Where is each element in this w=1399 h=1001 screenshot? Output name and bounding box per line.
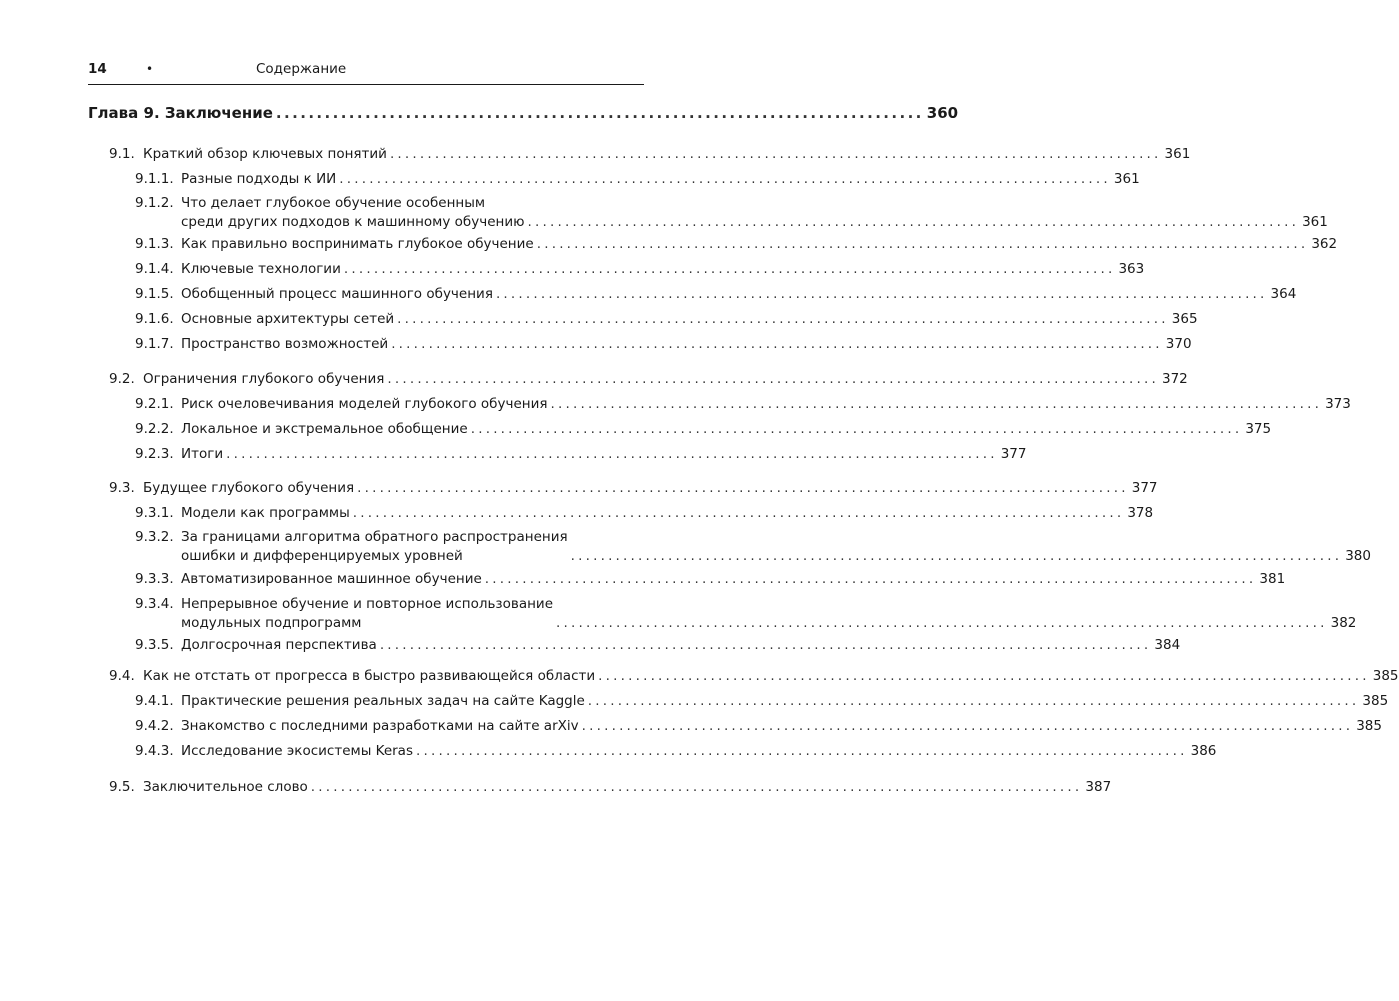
dot-leader: ....................................................................................................... [587, 693, 1360, 709]
toc-entry-9-2-1[interactable] [135, 395, 1351, 414]
section-title-multiline [181, 528, 568, 566]
toc-entry-9-1-1[interactable] [135, 170, 1140, 189]
page-number: 14 [88, 61, 107, 77]
section-number: 9.1. [109, 146, 135, 162]
section-number: 9.3. [109, 480, 135, 496]
section-page: 382 [1330, 615, 1357, 631]
toc-entry-9-3-5[interactable] [135, 636, 1181, 655]
toc-entry-9-1-4[interactable] [135, 260, 1145, 279]
section-title: Риск очеловечивания моделей глубокого обучения [181, 396, 548, 412]
dot-leader: ....................................................................................................... [570, 548, 1343, 564]
section-page: 377 [1000, 446, 1027, 462]
dot-leader: ....................................................................................................... [556, 615, 1328, 631]
toc-entry-9-1-3[interactable] [135, 235, 1338, 254]
chapter-title: Глава 9. Заключение [88, 104, 273, 122]
section-number: 9.4. [109, 668, 135, 684]
section-page: 362 [1311, 236, 1338, 252]
dot-leader: ....................................................................................................... [416, 743, 1188, 759]
section-title: Модели как программы [181, 505, 350, 521]
toc-entry-9-1[interactable] [109, 145, 1191, 164]
running-header [88, 60, 642, 78]
dot-leader: ................................................................................ [275, 104, 924, 122]
section-title: Как не отстать от прогресса в быстро развивающейся области [143, 668, 596, 684]
dot-leader: ....................................................................................................... [387, 371, 1159, 387]
dot-leader: ....................................................................................................... [470, 421, 1243, 437]
section-title: Локальное и экстремальное обобщение [181, 421, 468, 437]
section-page: 363 [1118, 261, 1145, 277]
section-number: 9.1.4. [135, 261, 174, 277]
dot-leader: ....................................................................................................... [484, 571, 1257, 587]
toc-entry-9-5[interactable] [109, 778, 1112, 797]
section-number: 9.4.3. [135, 743, 174, 759]
section-title: Обобщенный процесс машинного обучения [181, 286, 493, 302]
section-page: 365 [1171, 311, 1198, 327]
dot-leader: ....................................................................................................... [389, 146, 1162, 162]
section-title: Будущее глубокого обучения [143, 480, 355, 496]
dot-leader: ....................................................................................................... [379, 637, 1152, 653]
section-number: 9.5. [109, 779, 135, 795]
toc-entry-9-4-3[interactable] [135, 742, 1217, 761]
dot-leader: ....................................................................................................... [357, 480, 1129, 496]
dot-leader: ....................................................................................................... [339, 171, 1111, 187]
section-title: Знакомство с последними разработками на сайте arXiv [181, 718, 579, 734]
section-number: 9.1.7. [135, 336, 174, 352]
section-page: 384 [1154, 637, 1181, 653]
section-title-line2: модульных подпрограмм [181, 615, 362, 631]
section-title: Как правильно воспринимать глубокое обучение [181, 236, 534, 252]
section-page: 361 [1302, 214, 1328, 230]
header-rule [88, 84, 644, 85]
section-number: 9.2. [109, 371, 135, 387]
dot-leader: ....................................................................................................... [391, 336, 1163, 352]
section-number: 9.1.1. [135, 171, 174, 187]
section-number: 9.1.3. [135, 236, 174, 252]
toc-entry-9-1-5[interactable] [135, 285, 1297, 304]
toc-entry-9-4-1[interactable] [135, 692, 1389, 711]
dot-leader: ....................................................................................................... [343, 261, 1116, 277]
dot-leader: ....................................................................................................... [352, 505, 1125, 521]
section-title: Заключительное слово [143, 779, 308, 795]
dot-leader: ....................................................................................................... [310, 779, 1083, 795]
section-number: 9.3.3. [135, 571, 174, 587]
toc-entry-9-2-3[interactable] [135, 445, 1027, 464]
section-number: 9.4.1. [135, 693, 174, 709]
section-page: 377 [1131, 480, 1158, 496]
section-number: 9.2.3. [135, 446, 174, 462]
dot-leader: ....................................................................................................... [581, 718, 1354, 734]
section-page: 361 [1164, 146, 1191, 162]
section-number: 9.2.1. [135, 396, 174, 412]
toc-entry-9-1-7[interactable] [135, 335, 1192, 354]
section-page: 387 [1085, 779, 1112, 795]
running-title: Содержание [256, 61, 347, 77]
section-title: Разные подходы к ИИ [181, 171, 337, 187]
section-page: 373 [1325, 396, 1351, 412]
section-number: 9.1.5. [135, 286, 174, 302]
header-bullet: • [146, 62, 154, 76]
dot-leader: ....................................................................................................... [495, 286, 1268, 302]
section-title-multiline [181, 595, 553, 633]
section-number: 9.2.2. [135, 421, 174, 437]
dot-leader: ....................................................................................................... [397, 311, 1169, 327]
section-page: 361 [1113, 171, 1140, 187]
section-title: Итоги [181, 446, 224, 462]
section-number: 9.1.6. [135, 311, 174, 327]
section-page: 386 [1190, 743, 1217, 759]
toc-entry-9-2-2[interactable] [135, 420, 1272, 439]
dot-leader: ....................................................................................................... [226, 446, 998, 462]
toc-entry-9-3-1[interactable] [135, 504, 1154, 523]
section-title-line2: среди других подходов к машинному обучению [181, 214, 525, 230]
dot-leader: ....................................................................................................... [598, 668, 1370, 684]
section-title-line1: Что делает глубокое обучение особенным [181, 195, 486, 211]
section-page: 378 [1127, 505, 1154, 521]
toc-entry-9-4[interactable] [109, 667, 1399, 686]
section-title: Исследование экосистемы Keras [181, 743, 413, 759]
section-page: 385 [1372, 668, 1399, 684]
section-title-line1: Непрерывное обучение и повторное использование [181, 596, 554, 612]
section-title: Ограничения глубокого обучения [143, 371, 385, 387]
section-title: Автоматизированное машинное обучение [181, 571, 482, 587]
section-number: 9.3.2. [135, 529, 174, 545]
toc-entry-9-1-6[interactable] [135, 310, 1198, 329]
toc-entry-9-3[interactable] [109, 479, 1158, 498]
section-number: 9.3.5. [135, 637, 174, 653]
toc-entry-9-3-2[interactable] [135, 528, 1371, 566]
toc-entry-9-1-2[interactable] [135, 194, 1328, 232]
section-page: 385 [1356, 718, 1382, 734]
toc-entry-9-4-2[interactable] [135, 717, 1382, 736]
chapter-page: 360 [926, 104, 959, 122]
dot-leader: ....................................................................................................... [536, 236, 1309, 252]
toc-entry-9-3-4[interactable] [135, 595, 1357, 633]
section-title: Практические решения реальных задач на сайте Kaggle [181, 693, 585, 709]
section-title-line1: За границами алгоритма обратного распространения [181, 529, 568, 545]
toc-entry-9-2[interactable] [109, 370, 1188, 389]
section-number: 9.3.1. [135, 505, 174, 521]
section-page: 375 [1245, 421, 1272, 437]
toc-chapter-heading[interactable] [88, 102, 959, 124]
dot-leader: ....................................................................................................... [527, 214, 1300, 230]
section-title: Краткий обзор ключевых понятий [143, 146, 387, 162]
section-page: 385 [1362, 693, 1389, 709]
section-number: 9.4.2. [135, 718, 174, 734]
section-page: 380 [1345, 548, 1371, 564]
section-page: 364 [1270, 286, 1297, 302]
dot-leader: ....................................................................................................... [550, 396, 1323, 412]
section-number: 9.3.4. [135, 596, 174, 612]
section-title: Пространство возможностей [181, 336, 389, 352]
section-title: Ключевые технологии [181, 261, 341, 277]
section-title: Основные архитектуры сетей [181, 311, 395, 327]
section-title: Долгосрочная перспектива [181, 637, 377, 653]
section-page: 370 [1165, 336, 1192, 352]
section-title-multiline [181, 194, 524, 232]
section-number: 9.1.2. [135, 195, 174, 211]
section-page: 381 [1259, 571, 1286, 587]
section-page: 372 [1162, 371, 1188, 387]
section-title-line2: ошибки и дифференцируемых уровней [181, 548, 463, 564]
toc-entry-9-3-3[interactable] [135, 570, 1286, 589]
